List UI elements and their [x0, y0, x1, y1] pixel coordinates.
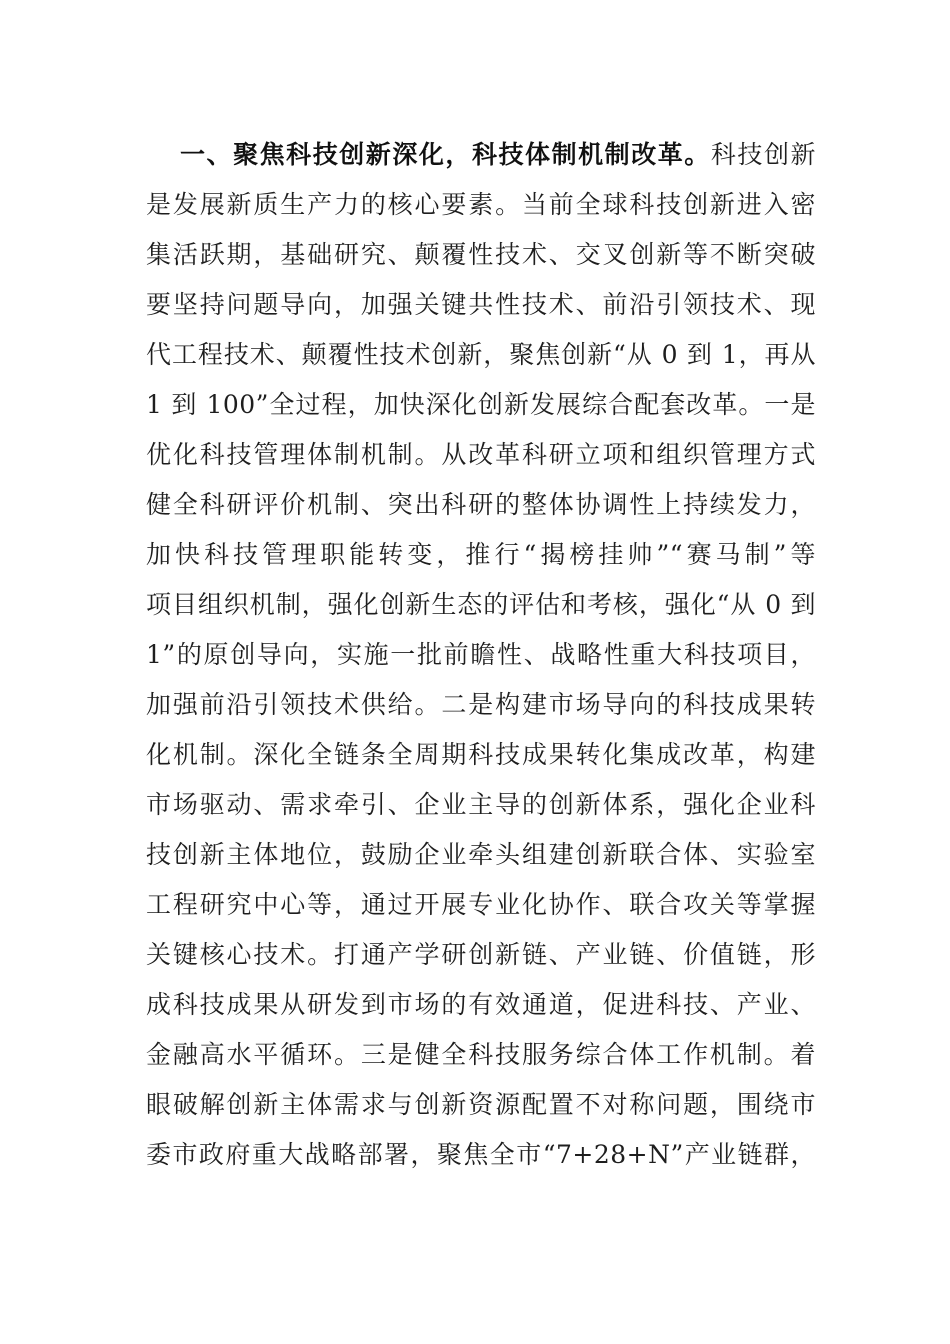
text-line: 金融高水平循环。三是健全科技服务综合体工作机制。着	[146, 1040, 816, 1069]
text-line: 成科技成果从研发到市场的有效通道，促进科技、产业、	[146, 990, 816, 1019]
text-line: 技创新主体地位，鼓励企业牵头组建创新联合体、实验室	[146, 840, 816, 869]
text-line: 眼破解创新主体需求与创新资源配置不对称问题，围绕市	[146, 1090, 816, 1119]
text-line: 1 到 100”全过程，加快深化创新发展综合配套改革。一是	[146, 390, 816, 419]
text-line: 加强前沿引领技术供给。二是构建市场导向的科技成果转	[146, 690, 816, 719]
text-line: 优化科技管理体制机制。从改革科研立项和组织管理方式	[146, 440, 816, 469]
text-line: 市场驱动、需求牵引、企业主导的创新体系，强化企业科	[146, 790, 816, 819]
text-line: 委市政府重大战略部署，聚焦全市“7+28+N”产业链群，	[146, 1140, 816, 1169]
paragraph-first-line	[146, 130, 816, 180]
text-line: 是发展新质生产力的核心要素。当前全球科技创新进入密	[146, 190, 816, 219]
text-line: 化机制。深化全链条全周期科技成果转化集成改革，构建	[146, 740, 816, 769]
text-line: 集活跃期，基础研究、颠覆性技术、交叉创新等不断突破	[146, 240, 816, 269]
text-line: 代工程技术、颠覆性技术创新，聚焦创新“从 0 到 1，再从	[146, 340, 816, 369]
text-line: 工程研究中心等，通过开展专业化协作、联合攻关等掌握	[146, 890, 816, 919]
text-line: 1”的原创导向，实施一批前瞻性、战略性重大科技项目，	[146, 640, 816, 669]
body-paragraph	[146, 130, 816, 1180]
first-line-text: 科技创新	[710, 140, 816, 169]
text-line: 要坚持问题导向，加强关键共性技术、前沿引领技术、现	[146, 290, 816, 319]
text-line: 加快科技管理职能转变，推行“揭榜挂帅”“赛马制”等	[146, 540, 816, 569]
text-line: 关键核心技术。打通产学研创新链、产业链、价值链，形	[146, 940, 816, 969]
section-heading: 一、聚焦科技创新深化，科技体制机制改革。	[180, 140, 711, 169]
text-line: 健全科研评价机制、突出科研的整体协调性上持续发力，	[146, 490, 816, 519]
text-line: 项目组织机制，强化创新生态的评估和考核，强化“从 0 到	[146, 590, 816, 619]
